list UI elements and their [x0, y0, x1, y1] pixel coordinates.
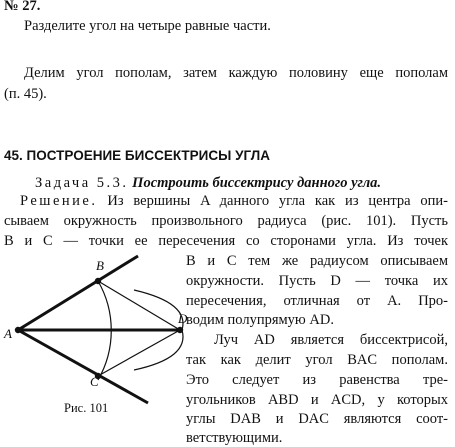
exercise-task: Разделите угол на четыре равные части.	[24, 18, 271, 34]
angle-side-upper	[18, 256, 138, 330]
exercise-answer-line-1: Делим угол пополам, затем каждую половину еще пополам	[24, 65, 448, 81]
problem-statement: Построить биссектрису данного угла.	[132, 175, 382, 191]
solution-line-5: окружности. Пусть D — точка их	[186, 273, 448, 289]
figure-caption: Рис. 101	[64, 401, 109, 415]
label-b: B	[96, 258, 104, 273]
solution-line-9: так как делит угол BAC пополам.	[186, 352, 448, 368]
exercise-answer-line-2: (п. 45).	[4, 86, 47, 102]
solution-line-4: B и C тем же радиусом описываем	[186, 253, 448, 269]
label-a: A	[4, 326, 12, 341]
point-b	[95, 278, 101, 284]
solution-line-3: B и C — точки ее пересечения со сторонами угла. Из точек	[4, 233, 448, 249]
segment-bd	[98, 281, 180, 330]
solution-line-7: водим полупрямую AD.	[186, 312, 334, 328]
label-c: C	[90, 374, 99, 389]
solution-line-1: Решение. Из вершины A данного угла как из центра опи-	[20, 193, 448, 209]
solution-line-12: углы DAB и DAC являются соот-	[186, 411, 448, 427]
problem-line	[35, 174, 381, 192]
solution-label: Решение.	[20, 193, 98, 209]
arc-from-c	[134, 330, 183, 370]
arc-from-b	[134, 290, 183, 330]
solution-line-8: Луч AD является биссектрисой,	[214, 332, 448, 348]
solution-line-6: пересечения, отличная от A. Про-	[186, 293, 448, 309]
exercise-number: № 27.	[4, 0, 41, 14]
solution-line-10: Это следует из равенства тре-	[186, 372, 448, 388]
solution-line-13: ветствующими.	[186, 430, 283, 446]
point-d	[177, 327, 183, 333]
point-a	[15, 327, 21, 333]
label-d: D	[178, 311, 188, 326]
problem-label: Задача 5.3.	[35, 175, 129, 191]
section-title: 45. ПОСТРОЕНИЕ БИССЕКТРИСЫ УГЛА	[4, 148, 271, 163]
solution-line-2: сываем окружность произвольного радиуса (рис. 101). Пусть	[4, 213, 448, 229]
solution-line-11: угольников ABD и ACD, у которых	[186, 392, 448, 408]
angle-side-lower	[18, 330, 148, 403]
